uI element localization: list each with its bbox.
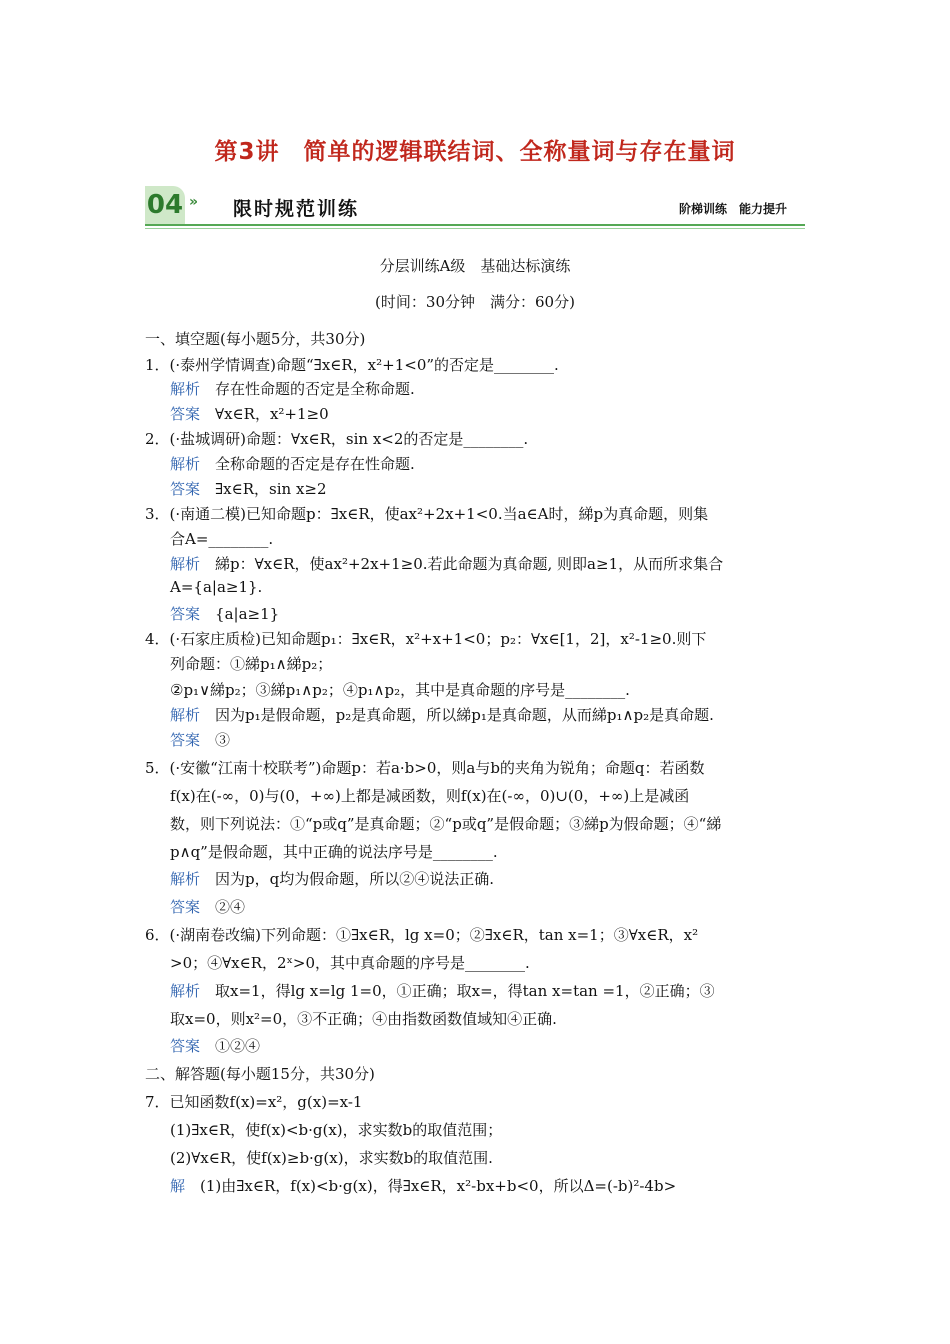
analysis-continued: A={a|a≥1}. — [170, 578, 263, 596]
answer-text: ③ — [215, 731, 231, 749]
banner-divider-thin — [145, 228, 805, 229]
subtitle: 分层训练A级 基础达标演练 — [379, 257, 571, 275]
solution-line — [170, 1175, 676, 1196]
answer-label: 答案 — [170, 731, 201, 749]
analysis-line — [170, 868, 494, 889]
banner-right-text: 阶梯训练 能力提升 — [678, 202, 787, 216]
answer-label: 答案 — [170, 1037, 201, 1055]
question: 5．(·安徽“江南十校联考”)命题p：若a·b>0，则a与b的夹角为锐角；命题q：若函数 — [145, 759, 705, 777]
answer-text: {a|a≥1} — [215, 605, 280, 623]
analysis-text: 全称命题的否定是存在性命题. — [215, 455, 415, 473]
section-heading: 一、填空题(每小题5分，共30分) — [145, 330, 366, 348]
analysis-text: 存在性命题的否定是全称命题. — [215, 380, 415, 398]
answer-line — [170, 403, 329, 424]
question: 4．(·石家庄质检)已知命题p₁：∃x∈R，x²+x+1<0；p₂：∀x∈[1，2]，x²-1≥0.则下 — [145, 630, 707, 648]
question: 6．(·湖南卷改编)下列命题：①∃x∈R，lg x=0；②∃x∈R，tan x=1；③∀x∈R，x² — [145, 926, 699, 944]
analysis-label: 解析 — [170, 455, 201, 473]
answer-line — [170, 729, 230, 750]
answer-line — [170, 603, 279, 624]
question-continued: ②p₁∨綈p₂；③綈p₁∧p₂；④p₁∧p₂，其中是真命题的序号是________. — [170, 681, 630, 699]
question: 1．(·泰州学情调查)命题“∃x∈R，x²+1<0”的否定是________. — [145, 356, 559, 374]
banner-divider — [145, 224, 805, 226]
analysis-text: 取x=1，得lg x=lg 1=0，①正确；取x=，得tan x=tan =1，②正确；③ — [215, 982, 715, 1000]
banner-heading: 限时规范训练 — [233, 198, 360, 220]
solution-text: (1)由∃x∈R，f(x)<b·g(x)，得∃x∈R，x²-bx+b<0，所以Δ=(-b)²-4b> — [200, 1177, 677, 1195]
question-part: (2)∀x∈R，使f(x)≥b·g(x)，求实数b的取值范围. — [170, 1149, 493, 1167]
question-continued: >0；④∀x∈R，2ˣ>0，其中真命题的序号是________. — [170, 954, 530, 972]
analysis-label: 解析 — [170, 982, 201, 1000]
question-continued: f(x)在(-∞，0)与(0，+∞)上都是减函数，则f(x)在(-∞，0)∪(0，+∞)上是减函 — [170, 787, 690, 805]
analysis-line — [170, 553, 723, 574]
answer-text: ∃x∈R，sin x≥2 — [215, 480, 327, 498]
banner-number: 04 — [145, 186, 185, 224]
question-part: (1)∃x∈R，使f(x)<b·g(x)，求实数b的取值范围； — [170, 1121, 503, 1139]
answer-label: 答案 — [170, 405, 201, 423]
time-info: (时间：30分钟 满分：60分) — [375, 293, 575, 311]
section-heading: 二、解答题(每小题15分，共30分) — [145, 1065, 375, 1083]
answer-line — [170, 478, 327, 499]
answer-label: 答案 — [170, 898, 201, 916]
analysis-line — [170, 980, 715, 1001]
question-continued: p∧q”是假命题，其中正确的说法序号是________. — [170, 843, 498, 861]
answer-label: 答案 — [170, 480, 201, 498]
section-banner — [145, 186, 805, 230]
analysis-label: 解析 — [170, 706, 201, 724]
page-title: 第3讲 简单的逻辑联结词、全称量词与存在量词 — [214, 139, 736, 165]
question: 7．已知函数f(x)=x²，g(x)=x-1 — [145, 1093, 363, 1111]
question-continued: 列命题：①綈p₁∧綈p₂； — [170, 655, 333, 673]
solution-label: 解 — [170, 1177, 186, 1195]
answer-line — [170, 896, 245, 917]
analysis-label: 解析 — [170, 870, 201, 888]
analysis-text: 綈p：∀x∈R，使ax²+2x+1≥0.若此命题为真命题, 则即a≥1，从而所求集合 — [215, 555, 724, 573]
answer-text: ②④ — [215, 898, 246, 916]
analysis-text: 因为p，q均为假命题，所以②④说法正确. — [215, 870, 495, 888]
question: 2．(·盐城调研)命题：∀x∈R，sin x<2的否定是________. — [145, 430, 529, 448]
answer-line — [170, 1035, 260, 1056]
question-continued: 合A=________. — [170, 530, 274, 548]
analysis-line — [170, 378, 415, 399]
analysis-line — [170, 704, 714, 725]
answer-label: 答案 — [170, 605, 201, 623]
answer-text: ∀x∈R，x²+1≥0 — [215, 405, 329, 423]
analysis-text: 因为p₁是假命题，p₂是真命题，所以綈p₁是真命题，从而綈p₁∧p₂是真命题. — [215, 706, 714, 724]
analysis-continued: 取x=0，则x²=0，③不正确；④由指数函数值域知④正确. — [170, 1010, 557, 1028]
analysis-label: 解析 — [170, 555, 201, 573]
question: 3．(·南通二模)已知命题p：∃x∈R，使ax²+2x+1<0.当a∈A时，綈p为真命题，则集 — [145, 505, 709, 523]
analysis-line — [170, 453, 415, 474]
question-continued: 数，则下列说法：①“p或q”是真命题；②“p或q”是假命题；③綈p为假命题；④“綈 — [170, 815, 722, 833]
answer-text: ①②④ — [215, 1037, 261, 1055]
analysis-label: 解析 — [170, 380, 201, 398]
double-arrow-icon: » — [189, 194, 199, 210]
